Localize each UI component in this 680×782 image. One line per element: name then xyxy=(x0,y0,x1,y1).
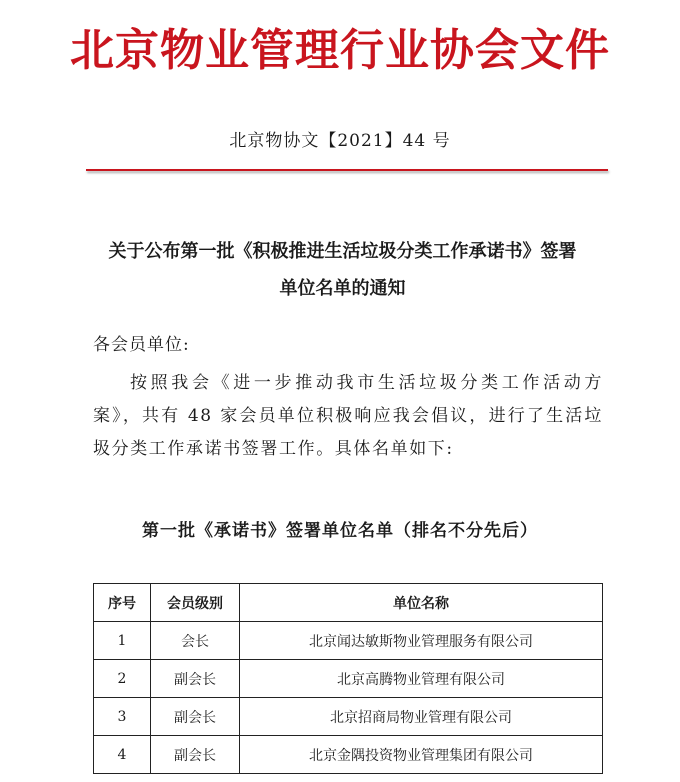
header-unit-name: 单位名称 xyxy=(240,584,603,622)
notice-title xyxy=(90,233,595,307)
cell-member-level: 会长 xyxy=(151,622,240,660)
document-number: 北京物协文【2021】44 号 xyxy=(229,131,451,151)
cell-serial-number: 3 xyxy=(94,698,151,736)
header-member-level: 会员级别 xyxy=(151,584,240,622)
notice-title-line-2: 单位名单的通知 xyxy=(279,278,406,299)
body-paragraph: 按照我会《进一步推动我市生活垃圾分类工作活动方案》，共有 48 家会员单位积极响应我会倡议，进行了生活垃圾分类工作承诺书签署工作。具体名单如下: xyxy=(93,373,603,459)
cell-member-level: 副会长 xyxy=(151,736,240,774)
table-row xyxy=(94,622,603,660)
cell-serial-number: 2 xyxy=(94,660,151,698)
notice-title-line-1: 关于公布第一批《积极推进生活垃圾分类工作承诺书》签署 xyxy=(108,241,577,262)
cell-unit-name: 北京闻达敏斯物业管理服务有限公司 xyxy=(240,622,603,660)
table-row xyxy=(94,660,603,698)
cell-unit-name: 北京高腾物业管理有限公司 xyxy=(240,660,603,698)
document-header-title: 北京物业管理行业协会文件 xyxy=(70,25,610,76)
cell-unit-name: 北京金隅投资物业管理集团有限公司 xyxy=(240,736,603,774)
list-heading: 第一批《承诺书》签署单位名单（排名不分先后） xyxy=(142,521,538,541)
cell-member-level: 副会长 xyxy=(151,660,240,698)
table-row xyxy=(94,698,603,736)
cell-serial-number: 1 xyxy=(94,622,151,660)
red-divider-line xyxy=(86,169,608,171)
table-row xyxy=(94,736,603,774)
cell-serial-number: 4 xyxy=(94,736,151,774)
cell-unit-name: 北京招商局物业管理有限公司 xyxy=(240,698,603,736)
header-serial-number: 序号 xyxy=(94,584,151,622)
signatory-units-table xyxy=(93,583,603,774)
table-header-row xyxy=(94,584,603,622)
salutation: 各会员单位: xyxy=(93,335,190,355)
cell-member-level: 副会长 xyxy=(151,698,240,736)
